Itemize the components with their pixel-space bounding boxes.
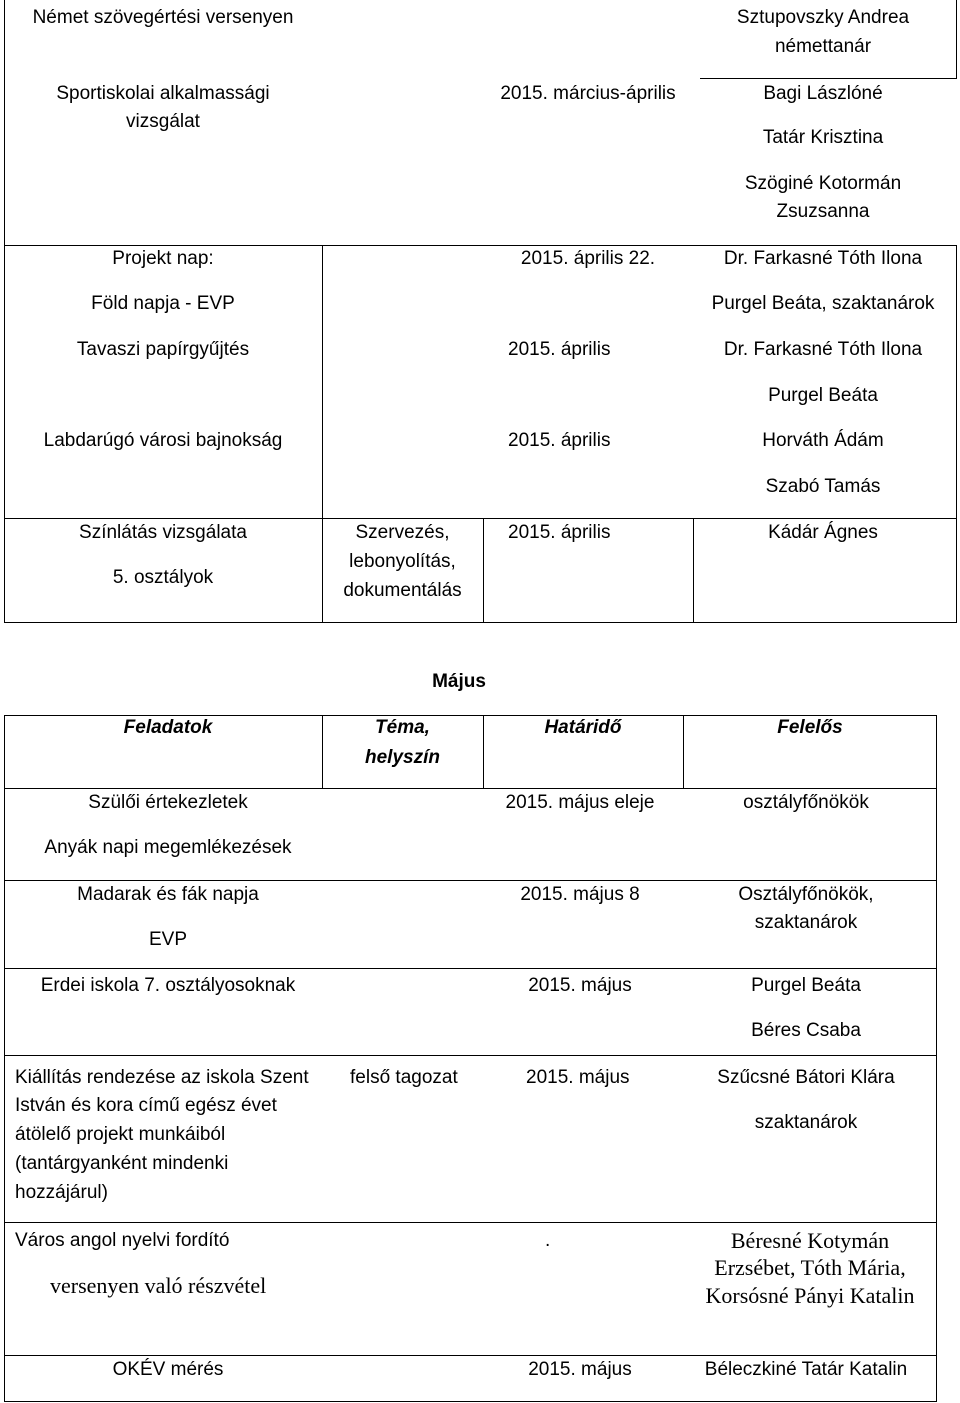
column-header-deadline: Határidő [544,717,622,738]
table-border [4,880,937,881]
deadline-text: 2015. május 8 [520,884,640,905]
responsible-text: Zsuzsanna [776,201,870,222]
task-text: Német szövegértési versenyen [32,7,294,28]
task-text: Föld napja - EVP [91,293,235,314]
table-border [4,715,5,1402]
table-border [956,0,957,78]
deadline-text: 2015. május [526,1067,630,1088]
responsible-text: Purgel Beáta [751,975,861,996]
responsible-text: Sztupovszky Andrea [736,7,910,28]
topic-text: lebonyolítás, [349,551,456,572]
deadline-text: 2015. április 22. [520,248,656,269]
column-header-topic: Téma, [375,717,430,738]
task-text: Madarak és fák napja [77,884,259,905]
topic-text: dokumentálás [343,580,462,601]
column-header-tasks: Feladatok [123,717,213,738]
table-border [4,622,957,623]
column-header-topic: helyszín [365,747,440,768]
section-title: Május [432,671,486,692]
table-border [483,518,484,622]
responsible-text: Purgel Beáta [768,385,878,406]
task-text: Sportiskolai alkalmassági [56,83,270,104]
table-border [956,245,957,622]
table-border [4,1055,937,1056]
responsible-text: némettanár [774,36,872,57]
deadline-text: 2015. április [508,522,611,543]
responsible-text: szaktanárok [754,1112,858,1133]
responsible-text: Szabó Tamás [765,476,881,497]
responsible-text: Szűcsné Bátori Klára [717,1067,895,1088]
responsible-text: Bagi Lászlóné [763,83,883,104]
responsible-text: Béres Csaba [751,1020,861,1041]
responsible-text: Horváth Ádám [762,430,884,451]
responsible-text: szaktanárok [754,912,858,933]
task-text: Kiállítás rendezése az iskola Szent [15,1067,309,1088]
deadline-text: 2015. május eleje [505,792,655,813]
task-text: vizsgálat [126,111,200,132]
table-border [4,788,937,789]
responsible-text: osztályfőnökök [743,792,869,813]
responsible-text: Dr. Farkasné Tóth Ilona [723,339,923,360]
task-text: (tantárgyanként mindenki [15,1153,229,1174]
table-border [4,245,957,246]
responsible-text: Erzsébet, Tóth Mária, [714,1255,906,1280]
table-border [4,518,957,519]
responsible-text: Osztályfőnökök, [738,884,874,905]
table-border [700,78,957,79]
task-text: István és kora című egész évet [15,1095,277,1116]
task-text: EVP [148,929,188,950]
deadline-text: 2015. május [528,975,632,996]
column-header-responsible: Felelős [777,717,843,738]
task-text: Anyák napi megemlékezések [44,837,292,858]
responsible-text: Béleczkiné Tatár Katalin [704,1359,908,1380]
table-border [4,1355,937,1356]
task-text: OKÉV mérés [112,1359,224,1380]
task-text: versenyen való részvétel [50,1273,267,1298]
table-border [4,1222,937,1223]
task-text: Város angol nyelvi fordító [15,1230,230,1251]
deadline-text: 2015. május [528,1359,632,1380]
responsible-text: Kádár Ágnes [768,522,878,543]
deadline-text: 2015. április [508,339,611,360]
task-text: Projekt nap: [112,248,214,269]
task-text: 5. osztályok [112,567,214,588]
table-border [4,968,937,969]
task-text: Erdei iskola 7. osztályosoknak [40,975,296,996]
task-text: Színlátás vizsgálata [79,522,247,543]
task-text: átölelő projekt munkáiból [15,1124,226,1145]
task-text: Labdarúgó városi bajnokság [43,430,283,451]
task-text: Szülői értekezletek [88,792,248,813]
responsible-text: Szöginé Kotormán [744,173,902,194]
responsible-text: Béresné Kotymán [730,1228,890,1253]
table-border [4,1401,937,1402]
task-text: hozzájárul) [15,1182,108,1203]
topic-text: felső tagozat [350,1067,458,1088]
responsible-text: Dr. Farkasné Tóth Ilona [723,248,923,269]
responsible-text: Tatár Krisztina [762,127,884,148]
deadline-text: 2015. április [508,430,611,451]
deadline-text: . [545,1230,551,1251]
deadline-text: 2015. március-április [500,83,676,104]
responsible-text: Korsósné Pányi Katalin [705,1283,915,1308]
topic-text: Szervezés, [355,522,450,543]
responsible-text: Purgel Beáta, szaktanárok [711,293,935,314]
task-text: Tavaszi papírgyűjtés [76,339,250,360]
